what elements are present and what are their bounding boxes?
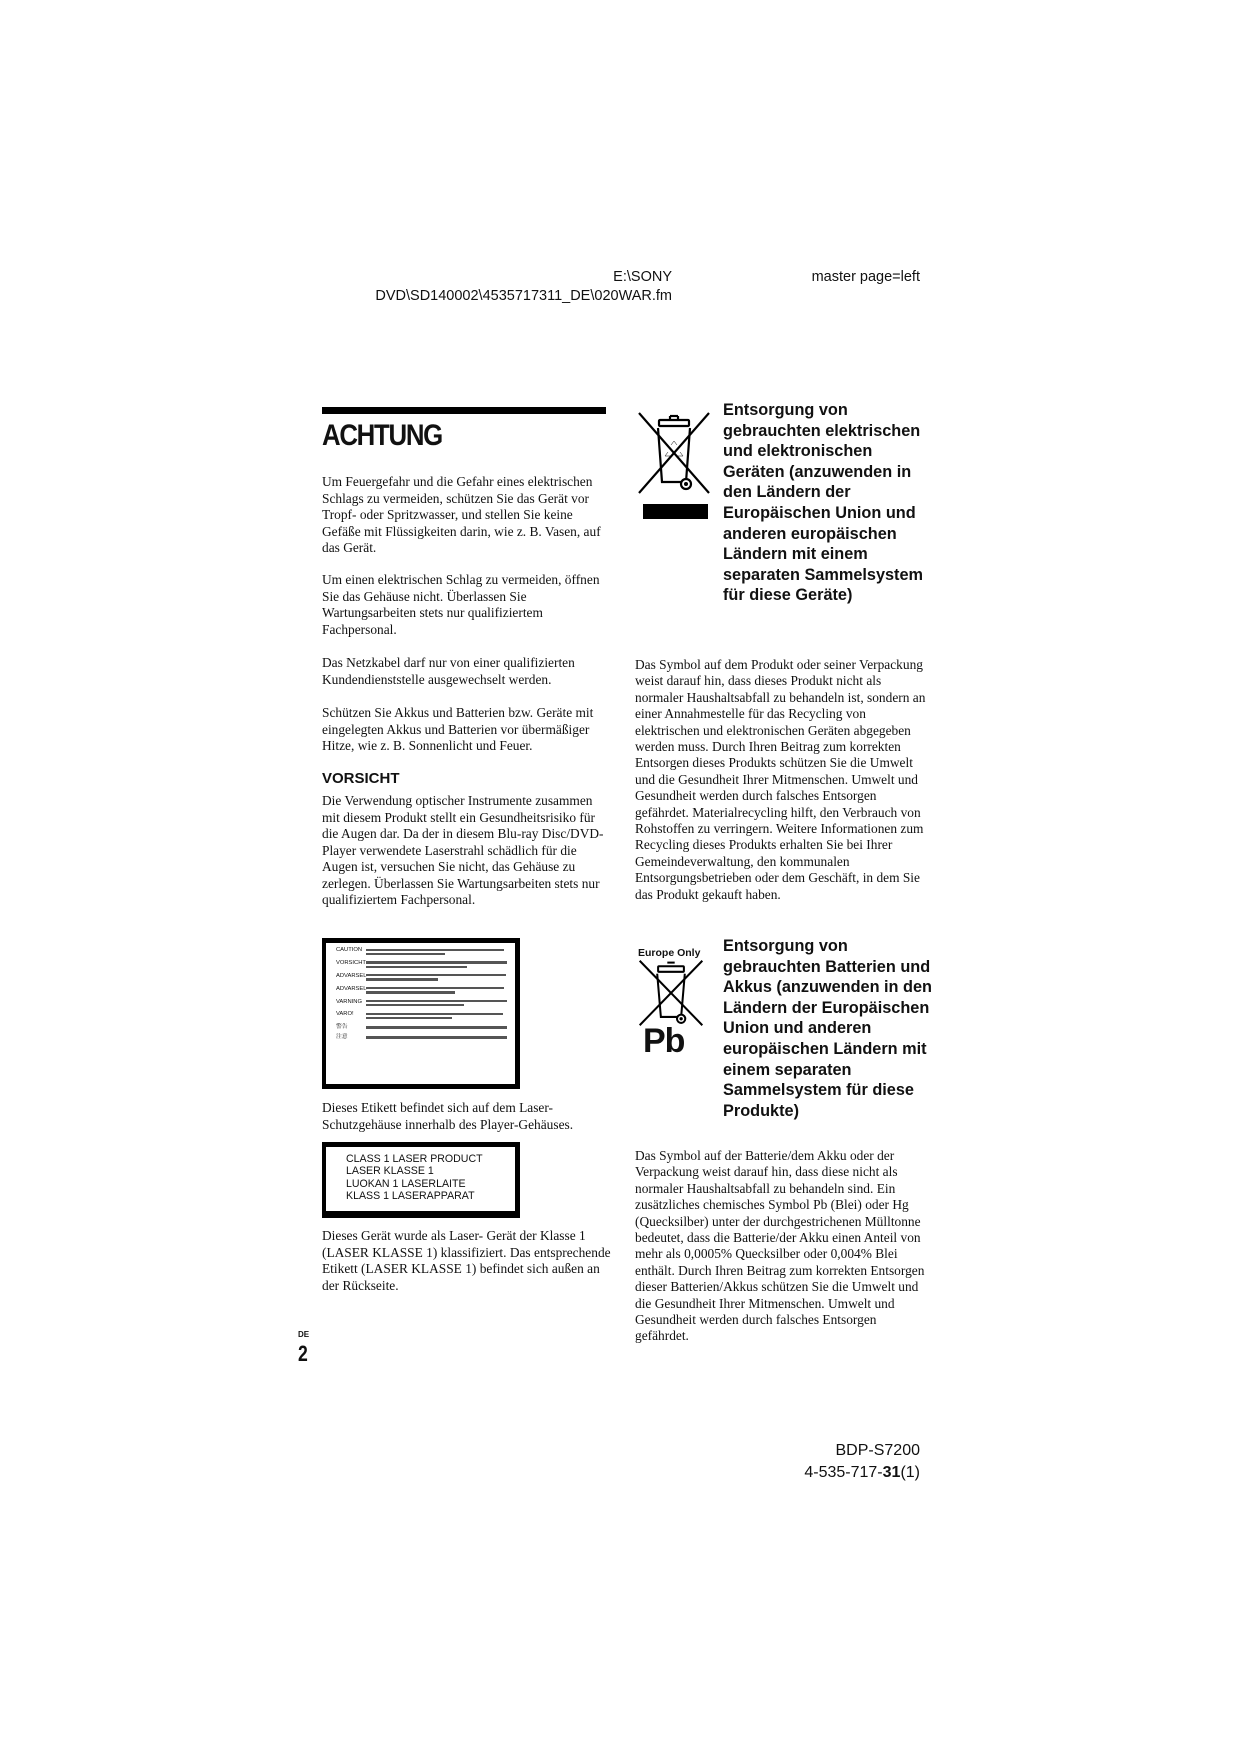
caution-key: 警告: [336, 1024, 348, 1031]
caution-key: ADVARSEL: [336, 972, 367, 979]
label-caption: Dieses Etikett befindet sich auf dem Laser-Schutzgehäuse innerhalb des Player-Gehäuses.: [322, 1100, 574, 1132]
part-prefix: 4-535-717-: [804, 1464, 883, 1481]
file-path-line1: E:\SONY: [613, 269, 672, 285]
footer: [740, 1440, 920, 1484]
class-label-line: KLASS 1 LASERAPPARAT: [346, 1190, 475, 1203]
laser-caution-label: [322, 938, 520, 1089]
master-page-label: master page=left: [811, 269, 920, 285]
page-title: ACHTUNG: [322, 419, 442, 452]
file-path-line2: DVD\SD140002\4535717311_DE\020WAR.fm: [375, 288, 672, 304]
pb-symbol: Pb: [643, 1022, 685, 1060]
page-language: DE: [298, 1330, 310, 1339]
europe-only-label: Europe Only: [638, 947, 701, 959]
caution-key: VARNING: [336, 998, 362, 1005]
part-bold: 31: [882, 1464, 901, 1481]
weee-heading: Entsorgung von gebrauchten elektrischen und elektronischen Geräten (anzuwenden in den Ländern der Europäischen Union und anderen europäischen Ländern mit einem separaten Sammelsystem für diese Geräte): [723, 401, 924, 605]
class-label-line: LASER KLASSE 1: [346, 1165, 434, 1178]
model-number: BDP-S7200: [835, 1442, 920, 1459]
class-label-line: LUOKAN 1 LASERLAITE: [346, 1177, 466, 1190]
caution-key: VORSICHT: [336, 959, 366, 966]
paragraph-fire-warning: Um Feuergefahr und die Gefahr eines elektrischen Schlags zu vermeiden, schützen Sie das Gerät vor Tropf- oder Spritzwasser, und stellen Sie keine Gefäße mit Flüssigkeiten darin, wie z. B. Vasen, auf das Gerät.: [322, 474, 601, 555]
file-path: [330, 268, 672, 306]
crossed-bin-icon: [636, 410, 712, 496]
paragraph-shock-warning: Um einen elektrischen Schlag zu vermeiden, öffnen Sie das Gehäuse nicht. Überlassen Sie Wartungsarbeiten stets nur qualifiziertem Fachpersonal.: [322, 572, 600, 637]
paragraph-battery-heat: Schützen Sie Akkus und Batterien bzw. Geräte mit eingelegten Akkus und Batterien vor übermäßiger Hitze, wie z. B. Sonnenlicht und Feuer.: [322, 705, 594, 753]
caution-key: 注意: [336, 1034, 348, 1041]
title-rule: [322, 407, 606, 414]
paragraph-power-cord: Das Netzkabel darf nur von einer qualifizierten Kundendienststelle ausgewechselt werden.: [322, 655, 575, 687]
vorsicht-heading: VORSICHT: [322, 770, 400, 787]
battery-text: Das Symbol auf der Batterie/dem Akku oder der Verpackung weist darauf hin, dass diese nicht als normaler Haushaltsabfall zu behandeln sind. Ein zusätzliches chemisches Symbol Pb (Blei) oder Hg (Quecksilber) unter der durchgestrichenen Mülltonne bedeutet, dass die Batterie/der Akku einen Anteil von mehr als 0,0005% Quecksilber oder 0,004% Blei enthält. Durch Ihren Beitrag zum korrekten Entsorgen dieser Batterien/Akkus schützen Sie die Umwelt und die Gesundheit Ihrer Mitmenschen. Umwelt und Gesundheit werden durch falsches Entsorgen gefährdet.: [635, 1148, 925, 1344]
caution-key: VARO!: [336, 1011, 354, 1018]
part-number: [740, 1462, 920, 1484]
class-label-line: CLASS 1 LASER PRODUCT: [346, 1153, 483, 1165]
part-suffix: (1): [900, 1464, 920, 1481]
page-number: 2: [298, 1341, 308, 1366]
class1-laser-label: [322, 1142, 520, 1218]
bin-underline-bar: [643, 504, 708, 519]
caution-key: CAUTION: [336, 947, 363, 953]
class-caption: Dieses Gerät wurde als Laser- Gerät der Klasse 1 (LASER KLASSE 1) klassifiziert. Das entsprechende Etikett (LASER KLASSE 1) befindet sich außen an der Rückseite.: [322, 1228, 611, 1293]
vorsicht-text: Die Verwendung optischer Instrumente zusammen mit diesem Produkt stellt ein Gesundheitsrisiko für die Augen dar. Da der in diesem Blu-ray Disc/DVD-Player verwendete Laserstrahl schädlich für die Augen ist, versuchen Sie nicht, das Gehäuse zu zerlegen. Überlassen Sie Wartungsarbeiten stets nur qualifiziertem Fachpersonal.: [322, 793, 604, 907]
weee-text: Das Symbol auf dem Produkt oder seiner Verpackung weist darauf hin, dass dieses Produkt nicht als normaler Haushaltsabfall zu behandeln ist, sondern an einer Annahmestelle für das Recycling von elektrischen und elektronischen Geräten abgegeben werden muss. Durch Ihren Beitrag zum korrekten Entsorgen dieses Produkts schützen Sie die Umwelt und die Gesundheit Ihrer Mitmenschen. Umwelt und Gesundheit werden durch falsches Entsorgen gefährdet. Materialrecycling hilft, den Verbrauch von Rohstoffen zu verringern. Weitere Informationen zum Recycling dieses Produkts erhalten Sie bei Ihrer Gemeindeverwaltung, den kommunalen Entsorgungsbetrieben oder dem Geschäft, in dem Sie das Produkt gekauft haben.: [635, 657, 926, 902]
crossed-bin-battery-icon: [636, 958, 706, 1028]
caution-key: ADVARSEL: [336, 985, 367, 992]
battery-heading: Entsorgung von gebrauchten Batterien und Akkus (anzuwenden in den Ländern der Europäischen Union und anderen europäischen Ländern mit einem separaten Sammelsystem für diese Produkte): [723, 937, 932, 1120]
